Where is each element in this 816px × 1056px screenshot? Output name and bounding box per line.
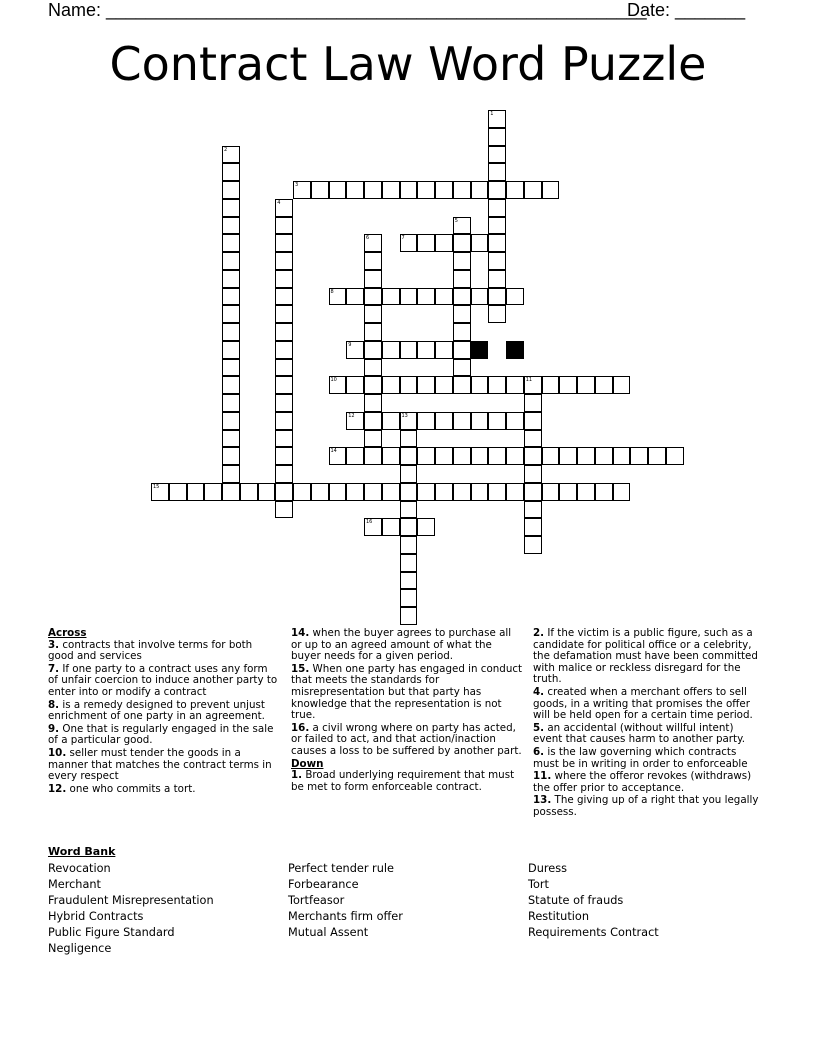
grid-cell[interactable] — [400, 501, 418, 519]
grid-cell[interactable] — [559, 447, 577, 465]
grid-cell[interactable] — [346, 447, 364, 465]
grid-cell[interactable] — [382, 483, 400, 501]
grid-cell[interactable] — [329, 376, 347, 394]
grid-cell[interactable] — [524, 518, 542, 536]
grid-cell[interactable] — [382, 412, 400, 430]
grid-cell[interactable] — [648, 447, 666, 465]
grid-cell[interactable] — [222, 323, 240, 341]
word-bank-item: Merchants firm offer — [288, 910, 403, 923]
grid-cell[interactable] — [524, 181, 542, 199]
grid-cell[interactable] — [400, 430, 418, 448]
grid-cell[interactable] — [364, 359, 382, 377]
grid-cell[interactable] — [488, 447, 506, 465]
grid-cell[interactable] — [595, 447, 613, 465]
grid-cell[interactable] — [453, 447, 471, 465]
cell-number: 9 — [348, 341, 352, 348]
grid-cell[interactable] — [488, 483, 506, 501]
word-bank-item: Fraudulent Misrepresentation — [48, 894, 214, 907]
clue-across-15: 15. When one party has engaged in conduct that meets the standards for misrepresentation but that party has knowledge that the representation is not true. — [291, 662, 523, 722]
grid-cell[interactable] — [275, 376, 293, 394]
grid-cell[interactable] — [204, 483, 222, 501]
grid-cell[interactable] — [453, 323, 471, 341]
grid-cell[interactable] — [222, 412, 240, 430]
grid-cell[interactable] — [275, 483, 293, 501]
grid-cell[interactable] — [293, 483, 311, 501]
grid-cell[interactable] — [169, 483, 187, 501]
grid-cell[interactable] — [559, 483, 577, 501]
clue-across-3: 3. contracts that involve terms for both good and services — [48, 638, 253, 663]
clue-across-12: 12. one who commits a tort. — [48, 782, 196, 795]
grid-cell[interactable] — [400, 376, 418, 394]
grid-cell[interactable] — [382, 181, 400, 199]
grid-cell[interactable] — [222, 430, 240, 448]
grid-cell[interactable] — [524, 536, 542, 554]
clue-down-11: 11. where the offeror revokes (withdraws) the offer prior to acceptance. — [533, 770, 752, 794]
grid-cell[interactable] — [524, 501, 542, 519]
grid-cell[interactable] — [222, 181, 240, 199]
grid-cell[interactable] — [382, 341, 400, 359]
cell-number: 3 — [295, 182, 299, 188]
grid-cell[interactable] — [542, 447, 560, 465]
grid-cell[interactable] — [275, 447, 293, 465]
clues-column-3 — [533, 628, 765, 820]
clue-across-16: 16. a civil wrong where on party has acted, or failed to act, and that action/inaction causes a loss to be suffered by another part. — [291, 721, 522, 757]
grid-cell[interactable] — [400, 288, 418, 306]
grid-cell[interactable] — [506, 412, 524, 430]
grid-cell[interactable] — [453, 217, 471, 235]
grid-cell[interactable] — [293, 181, 311, 199]
across-heading: Across — [48, 627, 87, 639]
clues-column-1 — [48, 628, 280, 796]
grid-cell[interactable] — [400, 589, 418, 607]
grid-cell[interactable] — [488, 128, 506, 146]
grid-cell[interactable] — [417, 483, 435, 501]
grid-cell[interactable] — [275, 199, 293, 217]
grid-cell[interactable] — [275, 323, 293, 341]
clue-across-7: 7. If one party to a contract uses any form of unfair coercion to induce another party to enter into or modify a contract — [48, 662, 278, 698]
grid-cell[interactable] — [613, 376, 631, 394]
word-bank-item: Tortfeasor — [288, 894, 345, 907]
grid-cell[interactable] — [329, 181, 347, 199]
word-bank-column-1 — [48, 861, 214, 957]
grid-cell[interactable] — [453, 252, 471, 270]
grid-cell[interactable] — [435, 483, 453, 501]
grid-cell[interactable] — [577, 376, 595, 394]
grid-cell[interactable] — [364, 323, 382, 341]
cell-number: 15 — [153, 483, 160, 490]
grid-cell[interactable] — [311, 483, 329, 501]
grid-cell[interactable] — [630, 447, 648, 465]
grid-cell[interactable] — [453, 288, 471, 306]
cell-number: 4 — [277, 199, 281, 206]
word-bank-item: Statute of frauds — [528, 894, 624, 907]
grid-cell[interactable] — [488, 234, 506, 252]
grid-cell[interactable] — [364, 288, 382, 306]
grid-cell[interactable] — [542, 376, 560, 394]
grid-cell[interactable] — [222, 465, 240, 483]
grid-cell[interactable] — [417, 412, 435, 430]
clue-across-14: 14. when the buyer agrees to purchase all or up to an agreed amount of what the buyer needs for a given period. — [291, 627, 512, 663]
grid-cell[interactable] — [577, 447, 595, 465]
grid-cell[interactable] — [222, 270, 240, 288]
clue-down-6: 6. is the law governing which contracts must be in writing in order to enforceable — [533, 745, 748, 770]
grid-cell[interactable] — [275, 501, 293, 519]
grid-cell[interactable] — [453, 305, 471, 323]
word-bank-column-3 — [528, 861, 659, 941]
grid-cell[interactable] — [364, 394, 382, 412]
grid-cell[interactable] — [346, 288, 364, 306]
grid-cell[interactable] — [364, 234, 382, 252]
grid-cell[interactable] — [240, 483, 258, 501]
grid-cell[interactable] — [364, 412, 382, 430]
grid-cell[interactable] — [222, 288, 240, 306]
cell-number: 14 — [330, 448, 337, 455]
clue-down-5: 5. an accidental (without willful intent) event that causes harm to another party. — [533, 721, 745, 746]
grid-cell[interactable] — [346, 483, 364, 501]
grid-cell[interactable] — [435, 412, 453, 430]
grid-cell[interactable] — [524, 412, 542, 430]
name-label: Name: ______________________________________________________ — [48, 0, 647, 20]
grid-cell[interactable] — [542, 483, 560, 501]
clue-down-13: 13. The giving up of a right that you legally possess. — [533, 794, 759, 818]
grid-cell[interactable] — [506, 376, 524, 394]
word-bank-item: Forbearance — [288, 878, 359, 891]
grid-cell[interactable] — [364, 430, 382, 448]
cell-number: 1 — [490, 111, 494, 117]
grid-cell[interactable] — [417, 341, 435, 359]
grid-cell[interactable] — [524, 430, 542, 448]
grid-cell[interactable] — [400, 181, 418, 199]
grid-cell[interactable] — [311, 181, 329, 199]
grid-cell[interactable] — [488, 412, 506, 430]
grid-cell[interactable] — [400, 554, 418, 572]
grid-cell[interactable] — [453, 483, 471, 501]
grid-cell[interactable] — [275, 252, 293, 270]
word-bank-item: Mutual Assent — [288, 926, 369, 939]
black-cell — [506, 341, 524, 359]
grid-cell[interactable] — [506, 447, 524, 465]
grid-cell[interactable] — [435, 234, 453, 252]
page-title: Contract Law Word Puzzle — [109, 37, 707, 91]
word-bank-item: Negligence — [48, 942, 112, 955]
clue-down-2: 2. If the victim is a public figure, such as a candidate for political office or a celebrity, the defamation must have been committed with malice or reckless disregard for the truth. — [533, 627, 758, 686]
grid-cell[interactable] — [435, 288, 453, 306]
grid-cell[interactable] — [417, 518, 435, 536]
grid-cell[interactable] — [364, 376, 382, 394]
grid-cell[interactable] — [400, 447, 418, 465]
grid-cell[interactable] — [471, 447, 489, 465]
grid-cell[interactable] — [453, 341, 471, 359]
grid-cell[interactable] — [222, 305, 240, 323]
grid-cell[interactable] — [151, 483, 169, 501]
grid-cell[interactable] — [364, 483, 382, 501]
cell-number: 12 — [348, 412, 355, 419]
grid-cell[interactable] — [222, 199, 240, 217]
grid-cell[interactable] — [346, 181, 364, 199]
grid-cell[interactable] — [488, 146, 506, 164]
word-bank-item: Requirements Contract — [528, 926, 659, 939]
grid-cell[interactable] — [524, 394, 542, 412]
grid-cell[interactable] — [506, 288, 524, 306]
grid-cell[interactable] — [329, 447, 347, 465]
grid-cell[interactable] — [364, 518, 382, 536]
cell-number: 7 — [401, 235, 405, 242]
grid-cell[interactable] — [471, 483, 489, 501]
clue-down-4: 4. created when a merchant offers to sell goods, in a writing that promises the offer will be held open for a certain time period. — [533, 685, 753, 722]
grid-cell[interactable] — [222, 252, 240, 270]
grid-cell[interactable] — [417, 234, 435, 252]
grid-cell[interactable] — [275, 412, 293, 430]
grid-cell[interactable] — [400, 234, 418, 252]
grid-cell[interactable] — [471, 181, 489, 199]
grid-cell[interactable] — [417, 447, 435, 465]
grid-cell[interactable] — [364, 252, 382, 270]
grid-cell[interactable] — [471, 288, 489, 306]
grid-cell[interactable] — [222, 217, 240, 235]
grid-cell[interactable] — [435, 447, 453, 465]
grid-cell[interactable] — [400, 341, 418, 359]
grid-cell[interactable] — [453, 412, 471, 430]
grid-cell[interactable] — [488, 270, 506, 288]
grid-cell[interactable] — [275, 217, 293, 235]
grid-cell[interactable] — [488, 252, 506, 270]
grid-cell[interactable] — [222, 394, 240, 412]
grid-cell[interactable] — [542, 181, 560, 199]
grid-cell[interactable] — [222, 359, 240, 377]
grid-cell[interactable] — [364, 181, 382, 199]
grid-cell[interactable] — [275, 234, 293, 252]
cell-number: 8 — [330, 288, 334, 295]
grid-cell[interactable] — [453, 359, 471, 377]
grid-cell[interactable] — [471, 376, 489, 394]
grid-cell[interactable] — [258, 483, 276, 501]
grid-cell[interactable] — [595, 376, 613, 394]
grid-cell[interactable] — [471, 234, 489, 252]
grid-cell[interactable] — [400, 518, 418, 536]
grid-cell[interactable] — [488, 217, 506, 235]
grid-cell[interactable] — [400, 483, 418, 501]
grid-cell[interactable] — [506, 483, 524, 501]
grid-cell[interactable] — [435, 341, 453, 359]
grid-cell[interactable] — [222, 376, 240, 394]
cell-number: 10 — [330, 377, 337, 384]
grid-cell[interactable] — [417, 181, 435, 199]
word-bank-item: Perfect tender rule — [288, 862, 394, 875]
grid-cell[interactable] — [524, 447, 542, 465]
grid-cell[interactable] — [488, 305, 506, 323]
grid-cell[interactable] — [613, 483, 631, 501]
grid-cell[interactable] — [400, 465, 418, 483]
word-bank-item: Merchant — [48, 878, 101, 891]
clue-across-9: 9. One that is regularly engaged in the sale of a particular good. — [48, 722, 274, 747]
word-bank-heading: Word Bank — [48, 845, 116, 858]
grid-cell[interactable] — [488, 376, 506, 394]
grid-cell[interactable] — [417, 288, 435, 306]
word-bank-item: Hybrid Contracts — [48, 910, 144, 923]
clue-across-10: 10. seller must tender the goods in a manner that matches the contract terms in every respect — [48, 746, 272, 783]
grid-cell[interactable] — [471, 412, 489, 430]
grid-cell[interactable] — [400, 607, 418, 625]
cell-number: 2 — [224, 146, 228, 153]
grid-cell[interactable] — [435, 181, 453, 199]
word-bank-item: Tort — [528, 878, 549, 891]
grid-cell[interactable] — [524, 465, 542, 483]
word-bank-item: Public Figure Standard — [48, 926, 175, 939]
word-bank-item: Revocation — [48, 862, 111, 875]
date-label: Date: _______ — [627, 0, 746, 20]
grid-cell[interactable] — [382, 447, 400, 465]
grid-cell[interactable] — [346, 376, 364, 394]
grid-cell[interactable] — [488, 110, 506, 128]
grid-cell[interactable] — [275, 359, 293, 377]
grid-cell[interactable] — [382, 376, 400, 394]
word-bank-column-2 — [288, 861, 403, 941]
word-bank-item: Duress — [528, 862, 567, 875]
grid-cell[interactable] — [435, 376, 453, 394]
grid-cell[interactable] — [275, 341, 293, 359]
grid-cell[interactable] — [400, 412, 418, 430]
grid-cell[interactable] — [382, 518, 400, 536]
grid-cell[interactable] — [364, 270, 382, 288]
grid-cell[interactable] — [275, 430, 293, 448]
grid-cell[interactable] — [222, 483, 240, 501]
clues-column-2 — [291, 628, 523, 794]
clue-down-1: 1. Broad underlying requirement that must be met to form enforceable contract. — [291, 769, 515, 793]
grid-cell[interactable] — [488, 288, 506, 306]
cell-number: 5 — [454, 217, 458, 224]
grid-cell[interactable] — [329, 483, 347, 501]
grid-cell[interactable] — [275, 270, 293, 288]
down-heading: Down — [291, 757, 324, 770]
grid-cell[interactable] — [364, 305, 382, 323]
grid-cell[interactable] — [453, 181, 471, 199]
grid-cell[interactable] — [222, 341, 240, 359]
cell-number: 16 — [366, 519, 373, 526]
grid-cell[interactable] — [577, 483, 595, 501]
grid-cell[interactable] — [346, 412, 364, 430]
grid-cell[interactable] — [488, 163, 506, 181]
grid-cell[interactable] — [524, 376, 542, 394]
grid-cell[interactable] — [346, 341, 364, 359]
grid-cell[interactable] — [364, 341, 382, 359]
clue-across-8: 8. is a remedy designed to prevent unjust enrichment of one party in an agreement. — [48, 698, 265, 723]
grid-cell[interactable] — [595, 483, 613, 501]
grid-cell[interactable] — [400, 536, 418, 554]
grid-cell[interactable] — [275, 288, 293, 306]
grid-cell[interactable] — [453, 376, 471, 394]
grid-cell[interactable] — [453, 270, 471, 288]
cell-number: 11 — [525, 377, 533, 384]
grid-cell[interactable] — [222, 234, 240, 252]
cell-number: 13 — [401, 412, 408, 419]
grid-cell[interactable] — [187, 483, 205, 501]
grid-cell[interactable] — [275, 465, 293, 483]
grid-cell[interactable] — [275, 305, 293, 323]
grid-cell[interactable] — [524, 483, 542, 501]
grid-cell[interactable] — [666, 447, 684, 465]
grid-cell[interactable] — [559, 376, 577, 394]
grid-cell[interactable] — [329, 288, 347, 306]
grid-cell[interactable] — [488, 199, 506, 217]
black-cell — [471, 341, 489, 359]
grid-cell[interactable] — [222, 447, 240, 465]
grid-cell[interactable] — [506, 181, 524, 199]
grid-cell[interactable] — [222, 163, 240, 181]
grid-cell[interactable] — [613, 447, 631, 465]
cell-number: 6 — [366, 235, 370, 242]
grid-cell[interactable] — [488, 181, 506, 199]
grid-cell[interactable] — [417, 376, 435, 394]
grid-cell[interactable] — [222, 146, 240, 164]
grid-cell[interactable] — [400, 572, 418, 590]
grid-cell[interactable] — [453, 234, 471, 252]
grid-cell[interactable] — [275, 394, 293, 412]
grid-cell[interactable] — [382, 288, 400, 306]
grid-cell[interactable] — [364, 447, 382, 465]
word-bank-item: Restitution — [528, 910, 589, 923]
